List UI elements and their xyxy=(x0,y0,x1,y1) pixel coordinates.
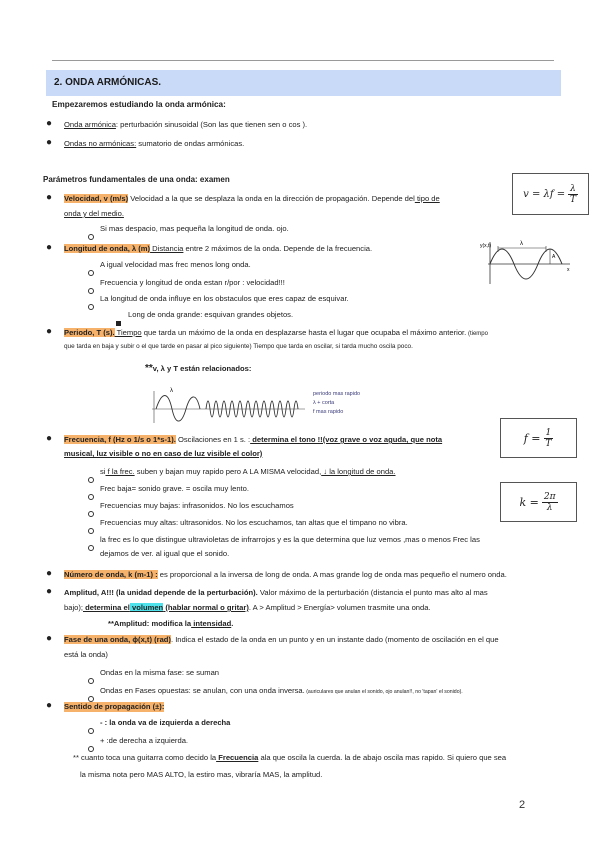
formula-frequency-den: T xyxy=(545,438,552,449)
frecuencia-sub5-line2: dejamos de ver. al igual que el sonido. xyxy=(100,549,230,558)
frecuencia-sub3: Frecuencias muy bajas: infrasonidos. No los escuchamos xyxy=(100,501,294,510)
wave-sketch xyxy=(150,383,400,425)
formula-wavenumber-box xyxy=(500,482,577,522)
formula-wavenumber-num: 2π xyxy=(543,491,556,502)
amplitud-line2: bajo); determina el volumen (hablar normal o gritar). A > Amplitud > Energía> volumen trasmite una onda. xyxy=(64,603,431,612)
intro-item-ondas-no-armonicas: Ondas no armónicas: sumatorio de ondas armónicas. xyxy=(64,139,245,148)
formula-frequency-lhs: f = xyxy=(523,431,541,445)
velocidad-sub1: Si mas despacio, mas pequeña la longitud de onda. ojo. xyxy=(100,224,289,233)
periodo-line2: que tarda en baja y subir o el que tarde en pasar al pico siguiente) Tiempo que tarda en oscilar, si tarda mucho oscila poco. xyxy=(64,343,413,350)
frecuencia-line: Frecuencia, f (Hz o 1/s o 1*s-1). Oscilaciones en 1 s. : determina el tono !!(voz grave o voz aguda, que nota xyxy=(64,435,443,444)
sub-bullet-icon xyxy=(88,521,94,539)
sketch-lambda-label: λ xyxy=(170,388,173,394)
sketch-note-3: f mas rapido xyxy=(313,409,344,415)
amplitud-note: **Amplitud: modifica la intensidad. xyxy=(108,619,234,628)
formula-velocity-den: T xyxy=(569,194,576,205)
fase-sub2: Ondas en Fases opuestas: se anulan, con una onda inversa. (auriculares que anulan el sonido, ojo anulan!!, no 'tapan' el sonido). xyxy=(100,686,463,695)
intro-heading: Empezaremos estudiando la onda armónica: xyxy=(52,100,226,109)
page-number: 2 xyxy=(519,799,526,811)
wave-y-label: y(x,t) xyxy=(480,243,492,249)
harmonic-wave-diagram xyxy=(480,238,575,286)
bullet-icon: ● xyxy=(46,192,53,203)
longitud-sub2: Frecuencia y longitud de onda estan r/por : velocidad!!! xyxy=(100,278,285,287)
sub-bullet-icon xyxy=(88,504,94,522)
fase-line2: está la onda) xyxy=(64,650,108,659)
frecuencia-line2: musical, luz visible o no en caso de luz visible el color) xyxy=(64,449,263,458)
formula-frequency-num: 1 xyxy=(545,427,552,438)
guitar-note: ** cuanto toca una guitarra como decido la Frecuencia ala que oscila la cuerda. la de abajo oscila mas rapido. Si quiero que sea xyxy=(73,753,507,762)
sub-bullet-icon xyxy=(88,487,94,505)
sub-bullet-icon xyxy=(88,263,94,281)
sentido-sub2: + :de derecha a izquierda. xyxy=(100,736,189,745)
bullet-icon: ● xyxy=(46,326,53,337)
wave-a-label: A xyxy=(552,254,556,260)
frecuencia-sub4: Frecuencias muy altas: ultrasonidos. No los escuchamos, tan altas que el timpano no vibra. xyxy=(100,518,408,527)
wave-lambda-label: λ xyxy=(520,241,523,247)
velocidad-line: Velocidad, v (m/s) Velocidad a la que se desplaza la onda en la dirección de propagación. Depende del tipo de xyxy=(64,194,440,203)
bullet-icon: ● xyxy=(46,586,53,597)
longitud-sub1: A igual velocidad mas frec menos long onda. xyxy=(100,260,251,269)
numero-onda-line: Número de onda, k (m-1) : es proporcional a la inversa de long de onda. A mas grande log de onda mas pequeño el numero onda. xyxy=(64,570,507,579)
formula-wavenumber-den: λ xyxy=(546,502,553,513)
sub-bullet-icon xyxy=(88,538,94,556)
sentido-sub1: - : la onda va de izquierda a derecha xyxy=(100,718,231,727)
relation-note: **v, λ y T están relacionados: xyxy=(145,363,252,374)
section-title: 2. ONDA ARMÓNICAS. xyxy=(54,77,162,88)
longitud-subsub: Long de onda grande: esquivan grandes objetos. xyxy=(128,310,294,319)
bullet-icon: ● xyxy=(46,700,53,711)
bullet-icon: ● xyxy=(46,633,53,644)
sub-bullet-icon xyxy=(88,297,94,315)
formula-velocity-lhs: v = λf = xyxy=(523,188,566,200)
header-rule xyxy=(52,60,554,61)
formula-velocity-num: λ xyxy=(570,183,576,194)
frecuencia-sub2: Frec baja= sonido grave. = oscila muy lento. xyxy=(100,484,250,493)
sub-bullet-icon xyxy=(88,227,94,245)
formula-velocity-box xyxy=(512,173,589,215)
sub-bullet-icon xyxy=(88,671,94,689)
formula-frequency-box xyxy=(500,418,577,458)
bullet-icon: ● xyxy=(46,433,53,444)
fase-sub1: Ondas en la misma fase: se suman xyxy=(100,668,220,677)
bullet-icon: ● xyxy=(46,137,53,148)
frecuencia-sub1: si f la frec. suben y bajan muy rapido pero A LA MISMA velocidad, ↓ la longitud de onda. xyxy=(100,467,396,476)
amplitud-line: Amplitud, A!!! (la unidad depende de la perturbación). Valor máximo de la perturbación (distancia el punto mas alto al mas xyxy=(64,588,488,597)
intro-item-onda-armonica: Onda armónica: perturbación sinusoidal (Son las que tienen sen o cos ). xyxy=(64,120,308,129)
longitud-line: Longitud de onda, λ (m) Distancia entre 2 máximos de la onda. Depende de la frecuencia. xyxy=(64,244,373,253)
guitar-note-line2: la misma nota pero MAS ALTO, la estiro mas, vibraría MAS, la amplitud. xyxy=(80,770,323,779)
sub-bullet-icon xyxy=(88,721,94,739)
params-heading: Parámetros fundamentales de una onda: examen xyxy=(43,175,230,184)
sketch-note-2: λ + corta xyxy=(313,400,335,406)
wave-x-label: x xyxy=(567,267,570,273)
frecuencia-sub5: la frec es lo que distingue ultravioletas de infrarrojos y es la que determina que luz vemos ,mas o menos Frec las xyxy=(100,535,480,544)
longitud-sub3: La longitud de onda influye en los obstaculos que eres capaz de esquivar. xyxy=(100,294,349,303)
formula-wavenumber-lhs: k = xyxy=(519,495,539,509)
fase-line: Fase de una onda, ϕ(x,t) (rad). Indica el estado de la onda en un punto y en un instante dado (momento de oscilación en el que xyxy=(64,635,499,644)
periodo-line: Periodo, T (s). Tiempo que tarda un máximo de la onda en desplazarse hasta el lugar que ocupaba el máximo anterior. (tiempo xyxy=(64,328,488,337)
bullet-icon: ● xyxy=(46,568,53,579)
sketch-note-1: periodo mas rapido xyxy=(313,391,361,397)
velocidad-line2: onda y del medio. xyxy=(64,209,124,218)
bullet-icon: ● xyxy=(46,118,53,129)
sub-bullet-icon xyxy=(88,470,94,488)
sentido-label: Sentido de propagación (±): xyxy=(64,702,165,711)
bullet-icon: ● xyxy=(46,242,53,253)
